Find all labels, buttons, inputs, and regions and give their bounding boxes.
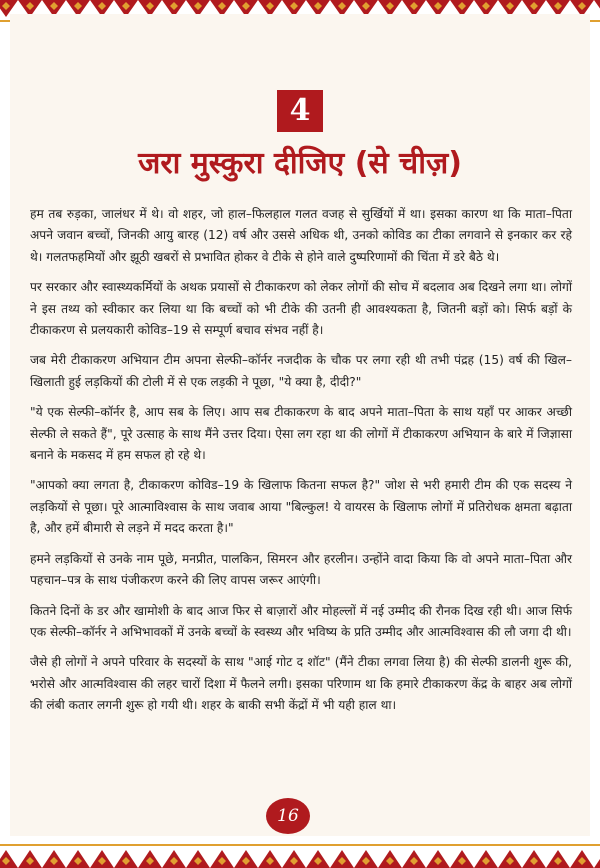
paragraph: "आपको क्या लगता है, टीकाकरण कोविड–19 के खिलाफ कितना सफल है?" जोश से भरी हमारी टीम की एक सदस्य ने लड़कियों से पूछा। पूरे आत्माविश्वास के साथ जवाब आया "बिल्कुल! ये वायरस के खिलाफ लोगों में प्रतिरोधक क्षमता बढ़ाता है, और हमें बीमारी से लड़ने में मदद करता है।" [30,478,572,536]
paragraph: जब मेरी टीकाकरण अभियान टीम अपना सेल्फी–कॉर्नर नजदीक के चौक पर लगा रही थी तभी पंद्रह (15) वर्ष की खिल–खिलाती हुई लड़कियों की टोली में से एक लड़की ने पूछा, "ये क्या है, दीदी?" [30,353,572,389]
paragraph: पर सरकार और स्वास्थ्यकर्मियों के अथक प्रयासों से टीकाकरण को लेकर लोगों की सोच में बदलाव अब दिखने लगा था। लोगों ने इस तथ्य को स्वीकार कर लिया था कि बच्चों को भी टीके की उतनी ही आवश्यकता है, जितनी बड़ों को। सिर्फ बड़ों के टीकाकरण से प्रलयकारी कोविड–19 से सम्पूर्ण बचाव संभव नहीं है। [30,280,572,338]
paragraph: जैसे ही लोगों ने अपने परिवार के सदस्यों के साथ "आई गोट द शॉट" (मैंने टीका लगवा लिया है) की सेल्फी डालनी शुरू की, भरोसे और आत्मविश्वास की लहर चारों दिशा में फैलने लगी। इसका परिणाम था कि हमारे टीकाकरण केंद्र के बाहर अब लोगों की लंबी कतार लगनी शुरू हो गयी थी। शहर के बाकी सभी केंद्रों में भी यही हाल था। [30,655,572,713]
article-body [30,204,572,726]
paragraph: "ये एक सेल्फी–कॉर्नर है, आप सब के लिए। आप सब टीकाकरण के बाद अपने माता–पिता के साथ यहाँ पर आकर अच्छी सेल्फी ले सकते हैं", पूरे उत्साह के साथ मैंने उत्तर दिया। ऐसा लग रहा था की लोगों में टीकाकरण अभियान के बारे में जिज्ञासा बनाने के मकसद में हम सफल हो रहे थे। [30,405,572,463]
bottom-decorative-border [0,836,600,868]
paragraph: हम तब रुड़का, जालंधर में थे। वो शहर, जो हाल–फिलहाल गलत वजह से सुर्खियों में था। इसका कारण था कि माता–पिता अपने जवान बच्चों, जिनकी आयु बारह (12) वर्ष और उससे अधिक थी, उनको कोविड का टीका लगवाने से इनकार कर रहे थे। गलतफहमियों और झूठी खबरों से प्रभावित होकर वे टीके से होने वाले दुष्परिणामों की चिंता में डरे बैठे थे। [30,207,572,264]
chapter-title: जरा मुस्कुरा दीजिए (से चीज़) [138,146,462,181]
paragraph: कितने दिनों के डर और खामोशी के बाद आज फिर से बाज़ारों और मोहल्लों में नई उम्मीद की रौनक दिख रही थी। आज सिर्फ एक सेल्फी–कॉर्नर ने अभिभावकों में उनके बच्चों के स्वस्थ्य और भविष्य के प्रति उम्मीद और आत्मविश्वास की लौ जगा दी थी। [30,603,572,639]
page-number: 16 [266,798,310,834]
chapter-number: 4 [277,90,323,132]
paragraph: हमने लड़कियों से उनके नाम पूछे, मनप्रीत, पालकिन, सिमरन और हरलीन। उन्होंने वादा किया कि वो अपने माता–पिता और पहचान–पत्र के साथ पंजीकरण करने की लिए वापस जरूर आएंगी। [30,551,572,588]
